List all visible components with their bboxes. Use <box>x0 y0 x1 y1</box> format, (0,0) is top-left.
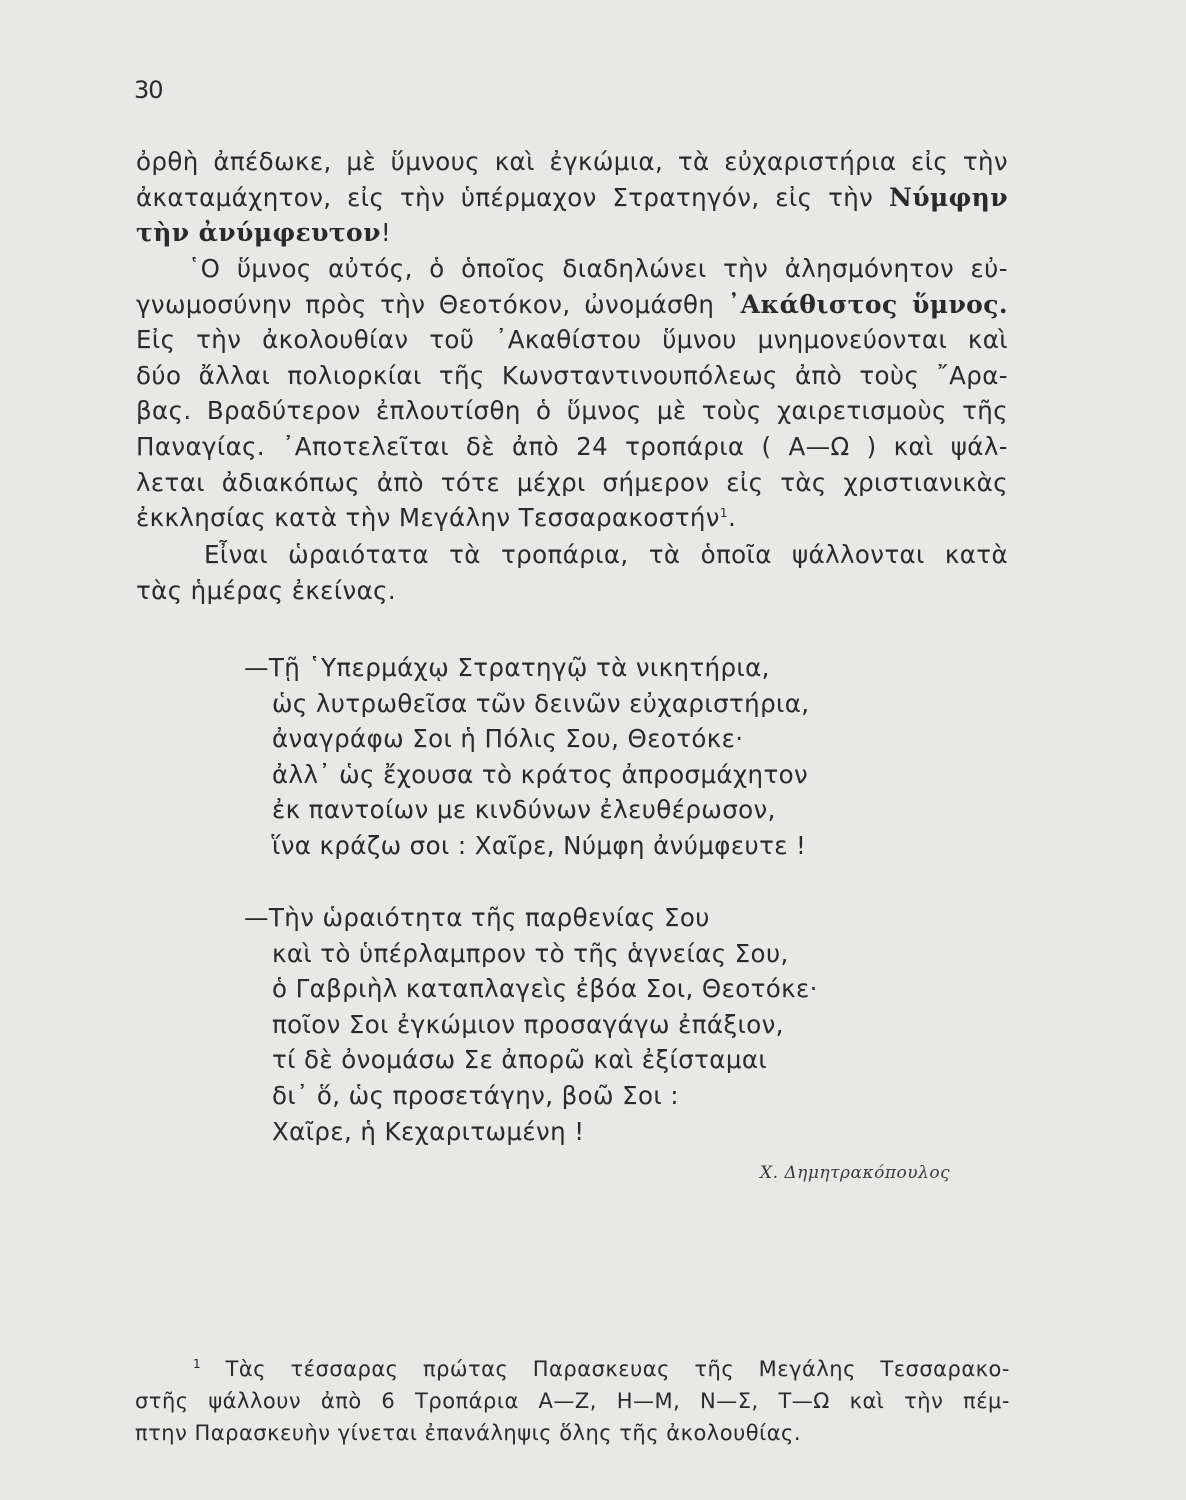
hymn-verse-1-line: —Τῇ ῾Υπερμάχῳ Στρατηγῷ τὰ νικητήρια, <box>244 653 770 682</box>
page-number: 30 <box>134 76 163 104</box>
paragraph-2-line-8-text: ἐκκλησίας κατὰ τὴν Μεγάλην Τεσσαρακοστήν <box>136 503 720 533</box>
paragraph-3-line-1: Εἶναι ὡραιότατα τὰ τροπάρια, τὰ ὁποῖα ψάλλονται κατὰ <box>204 540 1008 569</box>
paragraph-2-line-8-end: . <box>727 503 737 533</box>
paragraph-1-line-2 <box>136 180 1008 216</box>
footnote-reference: 1 <box>719 506 728 520</box>
hymn-verse-2-line: ποῖον Σοι ἐγκώμιον προσαγάγω ἐπάξιον, <box>272 1009 784 1039</box>
footnote-line-2: στῆς ψάλλουν ἀπὸ 6 Τροπάρια Α—Ζ, Η—Μ, Ν—Σ, Τ—Ω καὶ τὴν πέμ- <box>135 1389 1010 1413</box>
paragraph-3-line-2: τὰς ἡμέρας ἐκείνας. <box>136 575 397 605</box>
hymn-verse-2-line: Χαῖρε, ἡ Κεχαριτωμένη ! <box>272 1116 585 1146</box>
hymn-verse-1 <box>244 650 809 864</box>
paragraph-1-line-1: ὀρθὴ ἀπέδωκε, μὲ ὕμνους καὶ ἐγκώμια, τὰ εὐχαριστήρια εἰς τὴν <box>136 147 1008 176</box>
hymn-verse-1-line: ἐκ παντοίων με κινδύνων ἐλευθέρωσον, <box>272 795 776 825</box>
hymn-verse-2-line: καὶ τὸ ὑπέρλαμπρον τὸ τῆς ἁγνείας Σου, <box>272 938 789 968</box>
paragraph-1-line-3-end: ! <box>380 218 392 248</box>
paragraph-2-line-7: λεται ἀδιακόπως ἀπὸ τότε μέχρι σήμερον εἰς τὰς χριστιανικὰς <box>136 467 1008 497</box>
paragraph-2-line-8 <box>136 500 1008 536</box>
paragraph-3 <box>136 537 1008 608</box>
paragraph-2-line-3: Εἰς τὴν ἀκολουθίαν τοῦ ᾿Ακαθίστου ὕμνου μνημονεύονται καὶ <box>136 325 1008 355</box>
paragraph-2-line-5: βας. Βραδύτερον ἐπλουτίσθη ὁ ὕμνος μὲ τοὺς χαιρετισμοὺς τῆς <box>136 396 1008 426</box>
hymn-verse-2-line: ὁ Γαβριὴλ καταπλαγεὶς ἐβόα Σοι, Θεοτόκε· <box>272 974 818 1004</box>
hymn-verse-1-line: ἀλλ᾿ ὡς ἔχουσα τὸ κράτος ἀπροσμάχητον <box>272 759 809 789</box>
paragraph-2-line-2-bold: ᾿Ακάθιστος ὕμνος. <box>727 289 1008 319</box>
paragraph-2-line-4: δύο ἄλλαι πολιορκίαι τῆς Κωνσταντινουπόλεως ἀπὸ τοὺς ῎Αρα- <box>136 360 1008 390</box>
paragraph-2-line-1: ῾Ο ὕμνος αὐτός, ὁ ὁποῖος διαδηλώνει τὴν ἀλησμόνητον εὐ- <box>188 254 1008 283</box>
hymn-verse-1-line: ὡς λυτρωθεῖσα τῶν δεινῶν εὐχαριστήρια, <box>272 688 810 718</box>
paragraph-1-line-2-text: ἀκαταμάχητον, εἰς τὴν ὑπέρμαχον Στρατηγόν, εἰς τὴν <box>136 182 874 212</box>
paragraph-2-line-2-text: γνωμοσύνην πρὸς τὴν Θεοτόκον, ὠνομάσθη <box>136 289 715 319</box>
footnote-marker: 1 <box>193 1357 202 1371</box>
hymn-verse-2-line: —Τὴν ὡραιότητα τῆς παρθενίας Σου <box>244 903 710 932</box>
author-signature: Χ. Δημητρακόπουλος <box>760 1163 951 1183</box>
hymn-verse-1-line: ἀναγράφω Σοι ἡ Πόλις Σου, Θεοτόκε· <box>272 724 744 754</box>
hymn-verse-2-line: τί δὲ ὀνομάσω Σε ἀπορῶ καὶ ἐξίσταμαι <box>272 1045 768 1075</box>
footnote-line-1-text: Τὰς τέσσαρας πρώτας Παρασκευας τῆς Μεγάλης Τεσσαρακο- <box>225 1357 1010 1381</box>
paragraph-1-line-3-bold: τὴν ἀνύμφευτον <box>136 218 381 248</box>
hymn-verse-2 <box>244 900 818 1149</box>
paragraph-2 <box>136 251 1008 536</box>
footnote-line-1 <box>135 1353 1010 1385</box>
footnote-line-3: πτην Παρασκευὴν γίνεται ἐπανάληψις ὅλης τῆς ἀκολουθίας. <box>135 1421 802 1445</box>
paragraph-1-line-3 <box>136 215 1008 251</box>
paragraph-2-line-6: Παναγίας. ᾿Αποτελεῖται δὲ ἀπὸ 24 τροπάρια ( Α—Ω ) καὶ ψάλ- <box>136 431 1008 461</box>
paragraph-1 <box>136 144 1008 251</box>
paragraph-1-line-2-bold: Νύμφην <box>888 182 1008 212</box>
hymn-verse-1-line: ἵνα κράζω σοι : Χαῖρε, Νύμφη ἀνύμφευτε ! <box>272 830 807 860</box>
paragraph-2-line-2 <box>136 287 1008 323</box>
footnote <box>135 1353 1010 1449</box>
hymn-verse-2-line: δι᾿ ὅ, ὡς προσετάγην, βοῶ Σοι : <box>272 1080 679 1110</box>
